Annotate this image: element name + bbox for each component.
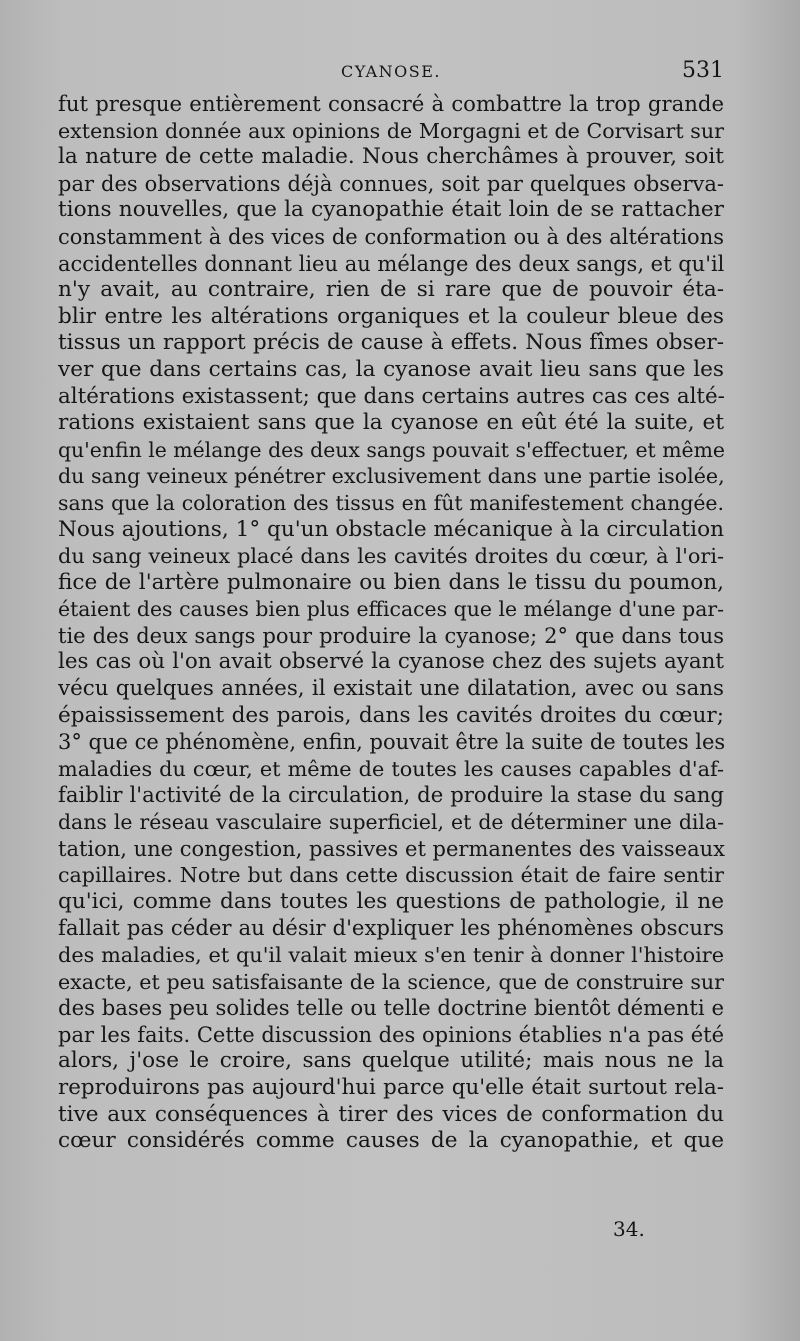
- text-line: ver que dans certains cas, la cyanose avait lieu sans que les: [58, 356, 724, 382]
- text-line: rations existaient sans que la cyanose en eût été la suite, et: [58, 410, 724, 436]
- text-line: accidentelles donnant lieu au mélange des deux sangs, et qu'il: [58, 251, 725, 276]
- text-line: du sang veineux placé dans les cavités droites du cœur, à l'ori-: [58, 544, 724, 569]
- signature-mark: 34.: [613, 1217, 645, 1241]
- text-line: tie des deux sangs pour produire la cyanose; 2° que dans tous: [58, 623, 724, 648]
- text-line: extension donnée aux opinions de Morgagni et de Corvisart sur: [58, 118, 724, 143]
- text-line: altérations existassent; que dans certains autres cas ces alté-: [58, 383, 725, 409]
- text-line: tissus un rapport précis de cause à effets. Nous fîmes obser-: [58, 330, 724, 356]
- running-title: CYANOSE.: [341, 62, 441, 81]
- text-line: épaississement des parois, dans les cavités droites du cœur;: [58, 702, 724, 728]
- text-line: sans que la coloration des tissus en fût manifestement changée.: [58, 490, 724, 515]
- text-line: qu'enfin le mélange des deux sangs pouvait s'effectuer, et même: [58, 437, 725, 462]
- text-line: blir entre les altérations organiques et la couleur bleue des: [58, 303, 724, 329]
- text-line: la nature de cette maladie. Nous cherchâmes à prouver, soit: [58, 144, 724, 170]
- text-line: des maladies, et qu'il valait mieux s'en tenir à donner l'histoire: [58, 943, 724, 967]
- text-line: dans le réseau vasculaire superficiel, et de déterminer une dila-: [58, 810, 724, 835]
- text-line: reproduirons pas aujourd'hui parce qu'elle était surtout rela-: [58, 1074, 724, 1100]
- text-line: n'y avait, au contraire, rien de si rare que de pouvoir éta-: [58, 277, 724, 303]
- text-line: faiblir l'activité de la circulation, de produire la stase du sang: [58, 782, 724, 808]
- text-line: maladies du cœur, et même de toutes les causes capables d'af-: [58, 756, 724, 781]
- text-line: qu'ici, comme dans toutes les questions de pathologie, il ne: [58, 888, 724, 914]
- text-line: exacte, et peu satisfaisante de la science, que de construire sur: [58, 969, 724, 994]
- text-line: alors, j'ose le croire, sans quelque utilité; mais nous ne la: [58, 1048, 724, 1074]
- text-line: fallait pas céder au désir d'expliquer les phénomènes obscurs: [58, 915, 724, 941]
- text-line: fut presque entièrement consacré à combattre la trop grande: [58, 91, 724, 116]
- text-line: fice de l'artère pulmonaire ou bien dans le tissu du poumon,: [58, 569, 724, 595]
- text-line: constamment à des vices de conformation ou à des altérations: [58, 224, 724, 249]
- text-line: des bases peu solides telle ou telle doctrine bientôt démenti e: [58, 995, 724, 1021]
- text-line: étaient des causes bien plus efficaces que le mélange d'une par-: [58, 597, 724, 622]
- text-line: par des observations déjà connues, soit par quelques observa-: [58, 171, 724, 196]
- text-line: Nous ajoutions, 1° qu'un obstacle mécanique à la circulation: [58, 516, 724, 542]
- text-line: par les faits. Cette discussion des opinions établies n'a pas été: [58, 1022, 724, 1047]
- text-line: les cas où l'on avait observé la cyanose chez des sujets ayant: [58, 649, 724, 675]
- page-number: 531: [682, 58, 724, 83]
- text-line: tive aux conséquences à tirer des vices de conformation du: [58, 1101, 724, 1127]
- text-line: 3° que ce phénomène, enfin, pouvait être la suite de toutes les: [58, 730, 726, 755]
- text-line: capillaires. Notre but dans cette discussion était de faire sentir: [58, 863, 724, 888]
- text-line: vécu quelques années, il existait une dilatation, avec ou sans: [58, 676, 724, 702]
- text-line: tation, une congestion, passives et permanentes des vaisseaux: [58, 836, 725, 861]
- text-line: tions nouvelles, que la cyanopathie était loin de se rattacher: [58, 197, 724, 223]
- body-text: [58, 91, 724, 1155]
- text-line: du sang veineux pénétrer exclusivement dans une partie isolée,: [58, 464, 725, 489]
- running-head: [58, 58, 724, 88]
- text-line: cœur considérés comme causes de la cyanopathie, et que: [58, 1128, 724, 1154]
